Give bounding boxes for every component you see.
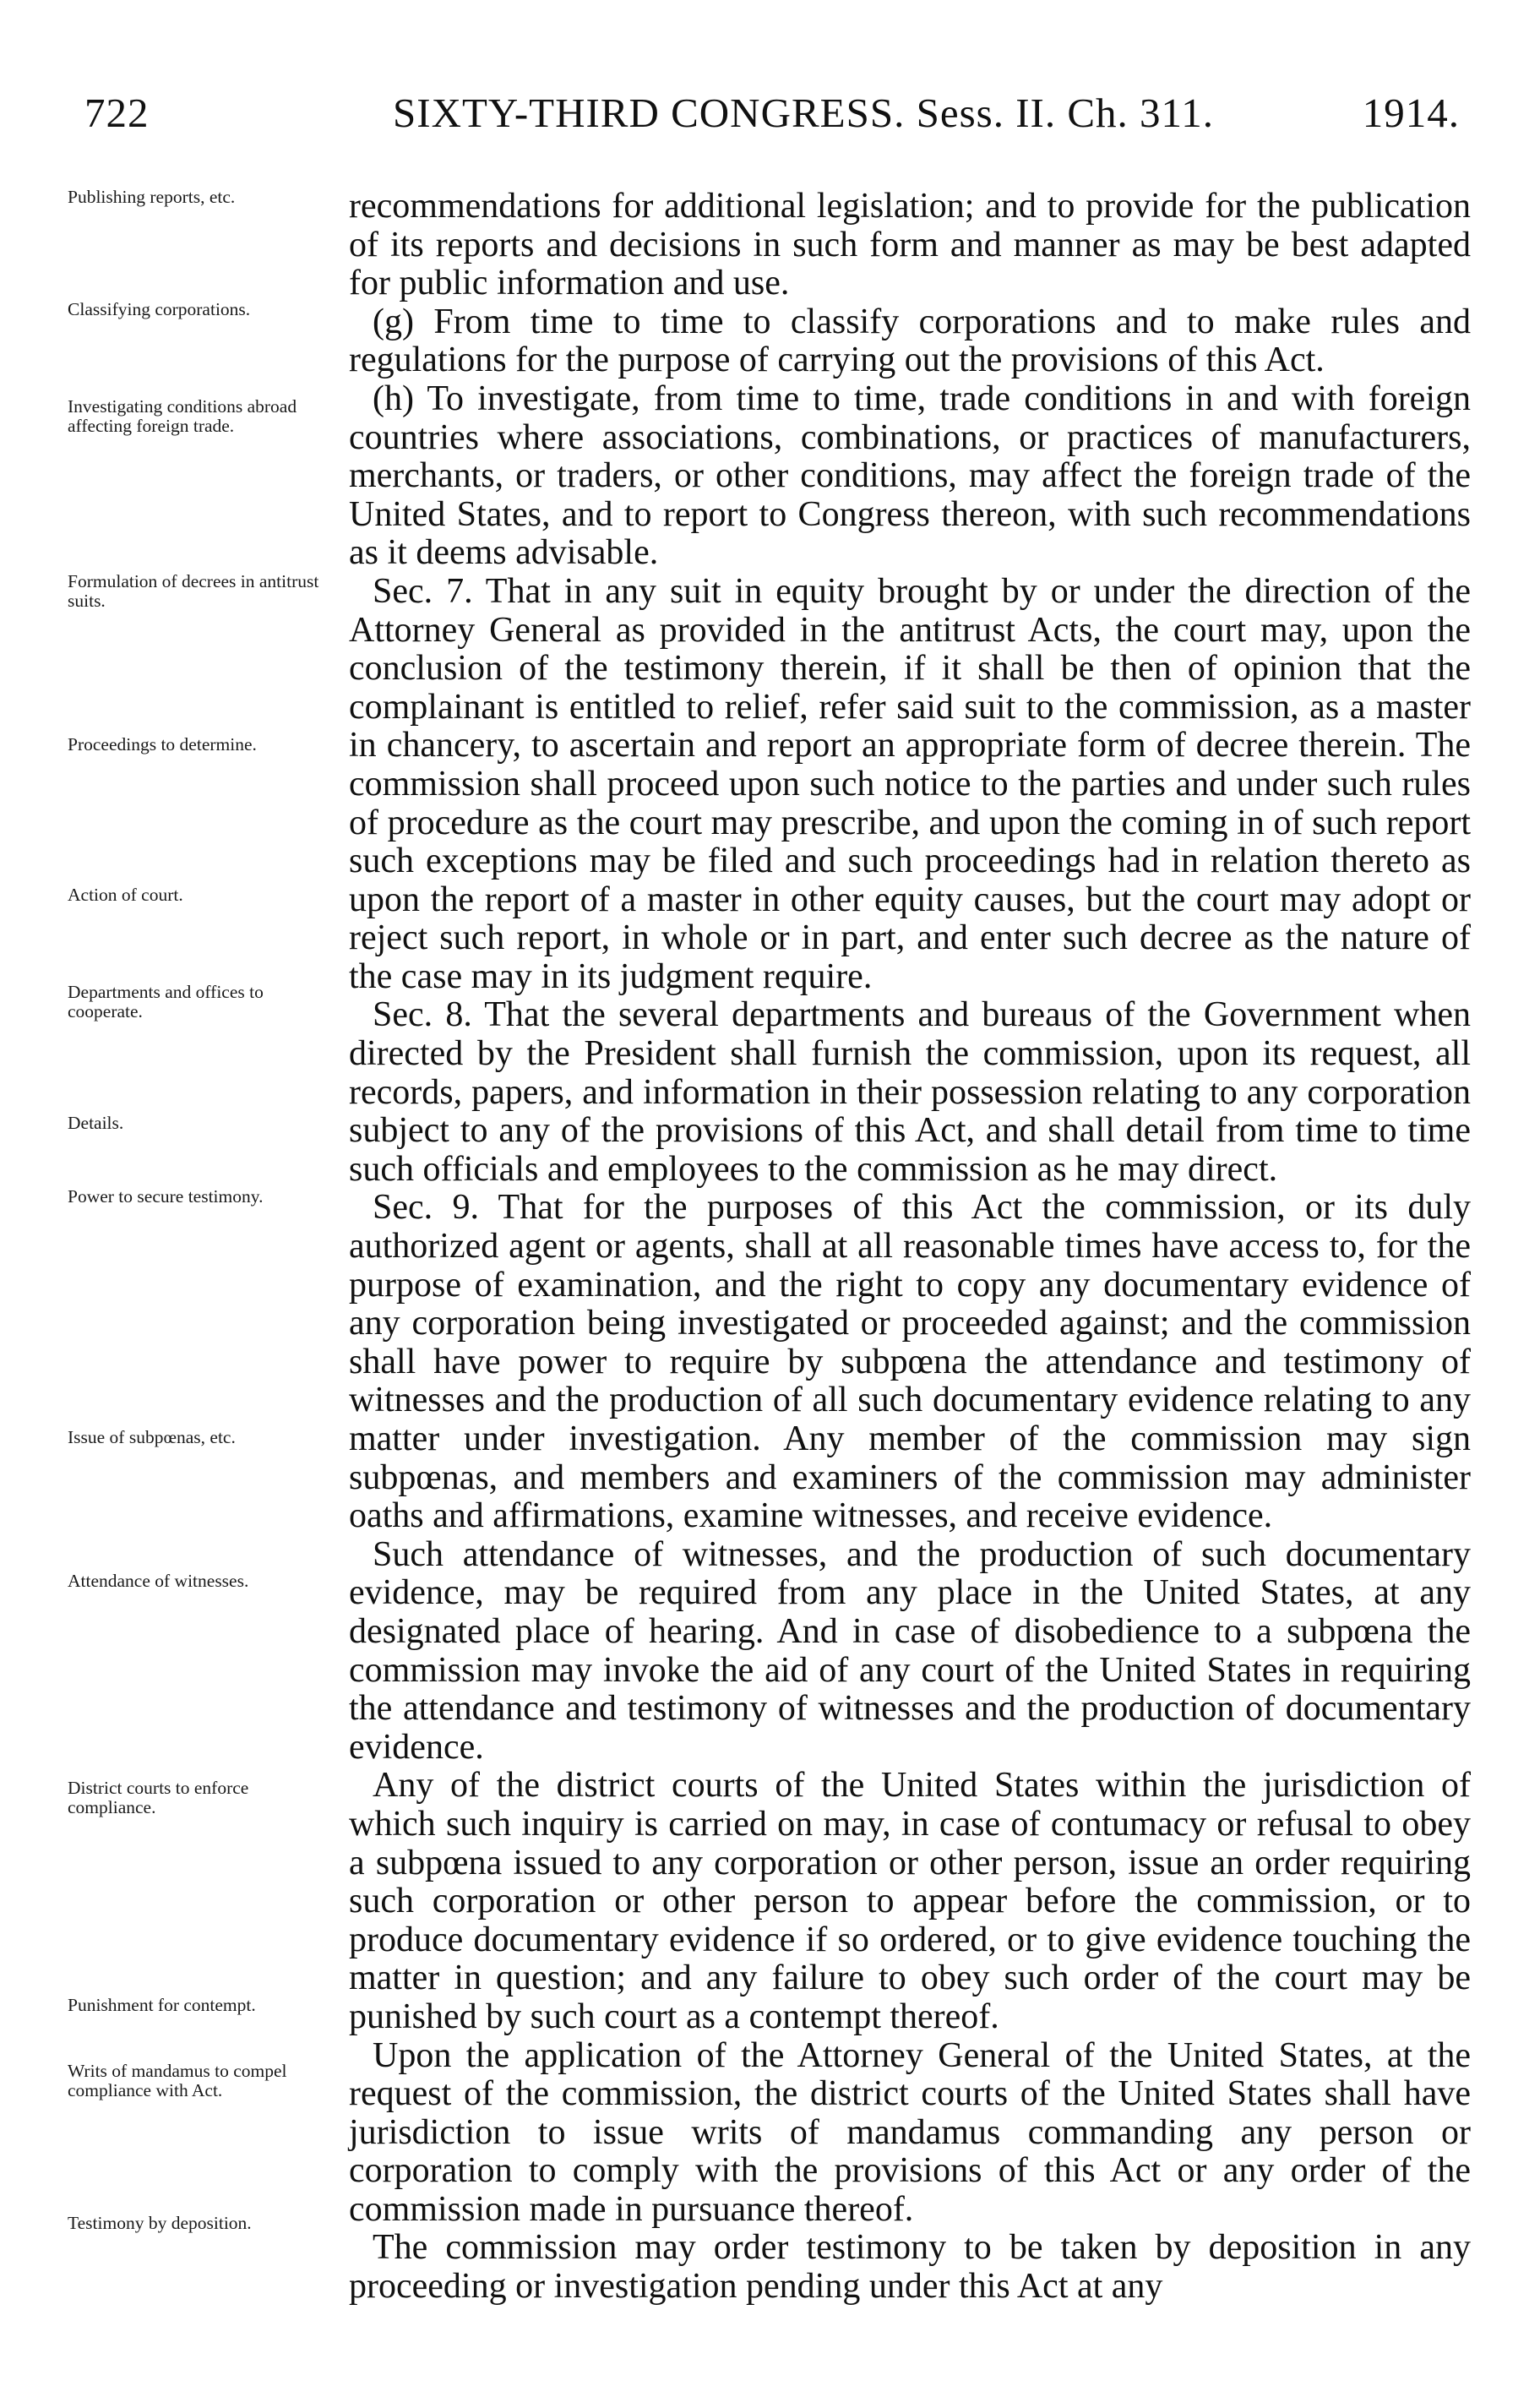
page-number: 722 [84,90,150,136]
margin-note: Testimony by deposition. [68,2213,252,2233]
running-title: SIXTY-THIRD CONGRESS. Sess. II. Ch. 311. [393,90,1214,136]
margin-note: Punishment for contempt. [68,1995,256,2015]
margin-note: Attendance of witnesses. [68,1571,249,1591]
margin-note: Action of court. [68,885,183,905]
margin-note: Writs of mandamus to compel compliance with Act. [68,2061,287,2100]
paragraph: Such attendance of witnesses, and the production of such documentary evidence, may be required from any place in the United States, at any designated place of hearing. And in case of disobedience to a subpœna the commission may invoke the aid of any court of the United States in requiring the attendance and testimony of witnesses and the production of documentary evidence. [349,1534,1471,1767]
margin-note: Publishing reports, etc. [68,187,236,207]
margin-note: Departments and offices to cooperate. [68,982,264,1021]
statute-text [349,188,1471,2307]
margin-note: Proceedings to determine. [68,734,257,755]
margin-note: Formulation of decrees in antitrust suits. [68,571,319,611]
paragraph: Sec. 7. That in any suit in equity brought by or under the direction of the Attorney General as provided in the antitrust Acts, the court may, upon the conclusion of the testimony therein, if it shall be then of opinion that the complainant is entitled to relief, refer said suit to the commission, as a master in chancery, to ascertain and report an appropriate form of decree therein. The commission shall proceed upon such notice to the parties and under such rules of procedure as the court may prescribe, and upon the coming in of such report such exceptions may be filed and such proceedings had in relation thereto as upon the report of a master in other equity causes, but the court may adopt or reject such report, in whole or in part, and enter such decree as the nature of the case may in its judgment require. [349,571,1471,996]
paragraph: recommendations for additional legislation; and to provide for the publication of its reports and decisions in such form and manner as may be best adapted for public information and use. [349,187,1471,303]
paragraph: Sec. 9. That for the purposes of this Act the commission, or its duly authorized agent or agents, shall at all reasonable times have access to, for the purpose of examination, and the right to copy any documentary evidence of any corporation being investigated or proceeded against; and the commission shall have power to require by subpœna the attendance and testimony of witnesses and the production of all such documentary evidence relating to any matter under investigation. Any member of the commission may sign subpœnas, and members and examiners of the commission may administer oaths and affirmations, examine witnesses, and receive evidence. [349,1188,1471,1536]
paragraph: Any of the district courts of the United States within the jurisdiction of which such inquiry is carried on may, in case of contumacy or refusal to obey a subpœna issued to any corporation or other person, issue an order requiring such corporation or other person to appear before the commission, or to produce documentary evidence if so ordered, or to give evidence touching the matter in question; and any failure to obey such order of the court may be punished by such court as a contempt thereof. [349,1766,1471,2036]
paragraph: Sec. 8. That the several departments and bureaus of the Government when directed by the President shall furnish the commission, upon its request, all records, papers, and information in their possession relating to any corporation subject to any of the provisions of this Act, and shall detail from time to time such officials and employees to the commission as he may direct. [349,995,1471,1189]
paragraph: (g) From time to time to classify corporations and to make rules and regulations for the purpose of carrying out the provisions of this Act. [349,302,1471,380]
paragraph: The commission may order testimony to be taken by deposition in any proceeding or investigation pending under this Act at any [349,2228,1471,2307]
margin-note: Classifying corporations. [68,299,251,319]
paragraph: Upon the application of the Attorney General of the United States, at the request of the commission, the district courts of the United States shall have jurisdiction to issue writs of mandamus commanding any person or corporation to comply with the provisions of this Act or any order of the commission made in pursuance thereof. [349,2035,1471,2229]
margin-note: Investigating conditions abroad affecting foreign trade. [68,396,297,436]
margin-note: District courts to enforce compliance. [68,1778,249,1817]
margin-note: Details. [68,1113,124,1133]
margin-note: Power to secure testimony. [68,1186,264,1207]
header-year: 1914. [1362,90,1460,136]
margin-note: Issue of subpœnas, etc. [68,1427,236,1447]
paragraph: (h) To investigate, from time to time, trade conditions in and with foreign countries where associations, combinations, or practices of manufacturers, merchants, or traders, or other conditions, may affect the foreign trade of the United States, and to report to Congress thereon, with such recommendations as it deems advisable. [349,379,1471,573]
